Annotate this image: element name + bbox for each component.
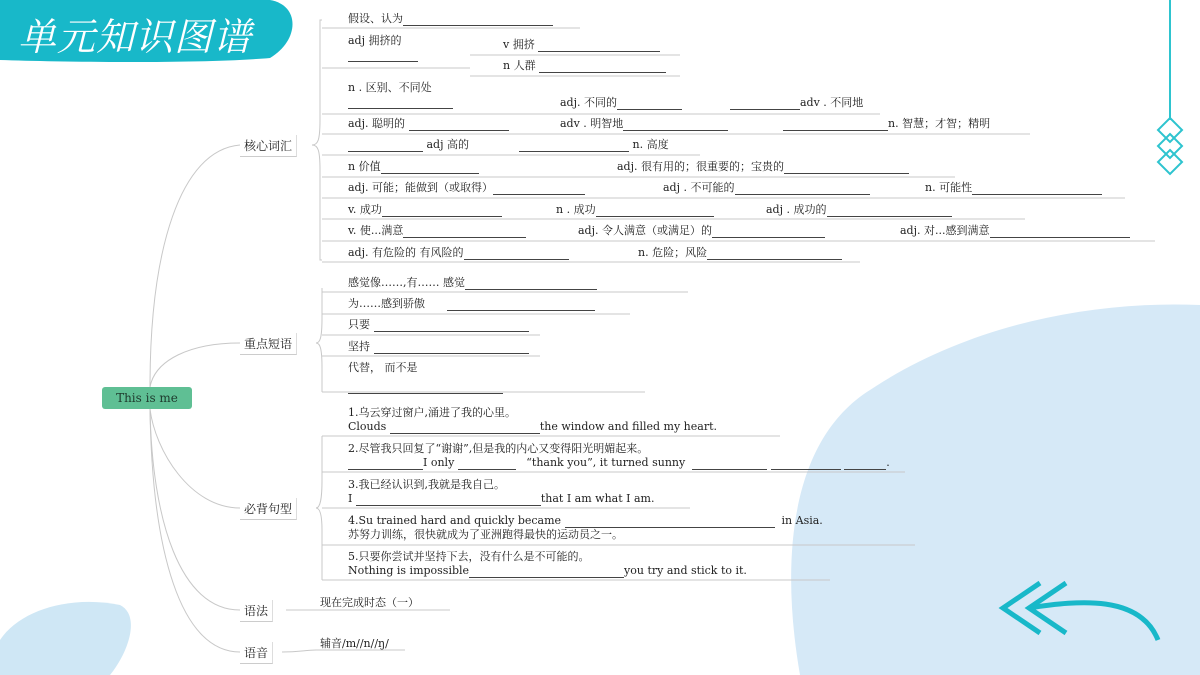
vocab-label: n. 智慧；才智；精明: [888, 117, 991, 130]
vocab-item: [766, 203, 952, 217]
branch-key-sentences[interactable]: 必背句型: [240, 498, 297, 520]
vocab-item: [617, 160, 909, 174]
vocab-item: [663, 181, 870, 195]
phrase-label: 感觉像……,有…… 感觉: [348, 276, 465, 289]
vocab-item: [348, 34, 418, 62]
phrase-label: 坚持: [348, 340, 370, 353]
sentence-english: Clouds: [348, 420, 387, 433]
vocab-label: adj. 对...感到满意: [900, 224, 990, 237]
vocab-label: adv . 明智地: [560, 117, 624, 130]
vocab-item: [348, 117, 509, 131]
vocab-label: 假设、认为: [348, 12, 403, 25]
vocab-item: [503, 59, 666, 73]
vocab-item: [925, 181, 1102, 195]
root-node[interactable]: This is me: [102, 387, 192, 409]
page-title: 单元知识图谱: [18, 15, 253, 59]
phrase-item: [348, 276, 597, 290]
phrase-label: 为……感到骄傲: [348, 297, 425, 310]
vocab-item: [519, 138, 669, 152]
sentence-chinese: 苏努力训练，很快就成为了亚洲跑得最快的运动员之一。: [348, 528, 623, 541]
sentence-english: “thank you”, it turned sunny: [526, 456, 686, 469]
sentence-english: you try and stick to it.: [624, 564, 747, 577]
vocab-label: adj 高的: [426, 138, 470, 151]
vocab-label: adj. 不同的: [560, 96, 618, 109]
vocab-label: n. 危险；风险: [638, 246, 708, 259]
phrase-label: 代替， 而不是: [348, 361, 418, 374]
sentence-item: [348, 550, 747, 578]
branch-core-vocabulary[interactable]: 核心词汇: [240, 135, 297, 157]
vocab-item: [348, 160, 479, 174]
vocab-item: [503, 38, 660, 52]
vocab-item: [578, 224, 825, 238]
vocab-item: [348, 203, 502, 217]
sentence-english: I: [348, 492, 353, 505]
phonetics-item: 辅音/m//n//ŋ/: [320, 637, 389, 650]
sentence-chinese: 1.乌云穿过窗户,涌进了我的心里。: [348, 406, 516, 419]
vocab-label: v. 成功: [348, 203, 382, 216]
phrase-item: [348, 340, 529, 354]
phrase-label: 只要: [348, 318, 370, 331]
vocab-item: [560, 117, 728, 131]
vocab-item: [348, 224, 526, 238]
vocab-item: [348, 138, 469, 152]
vocab-label: adj 拥挤的: [348, 34, 402, 47]
vocab-label: n. 可能性: [925, 181, 973, 194]
vocab-label: adj. 可能；能做到（或取得）: [348, 181, 494, 194]
vocab-item: [730, 96, 863, 110]
vocab-item: [638, 246, 842, 260]
phrase-item: [348, 318, 529, 332]
sentence-item: [348, 406, 717, 434]
vocab-label: adj. 很有用的；很重要的；宝贵的: [617, 160, 785, 173]
vocab-item: [900, 224, 1130, 238]
vocab-item: [348, 181, 585, 195]
phrase-item: [348, 361, 503, 394]
grammar-item: 现在完成时态（一）: [320, 596, 419, 609]
vocab-label: adv . 不同地: [800, 96, 864, 109]
vocab-label: adj. 有危险的 有风险的: [348, 246, 464, 259]
vocab-label: adj . 不可能的: [663, 181, 735, 194]
vocab-item: [348, 81, 453, 109]
branch-key-phrases[interactable]: 重点短语: [240, 333, 297, 355]
vocab-item: [348, 12, 553, 26]
sentence-item: [348, 478, 654, 506]
vocab-label: v 拥挤: [503, 38, 535, 51]
branch-grammar[interactable]: 语法: [240, 600, 273, 622]
sentence-chinese: 3.我已经认识到,我就是我自己。: [348, 478, 505, 491]
phrase-item: [348, 297, 595, 311]
vocab-label: v. 使...满意: [348, 224, 404, 237]
vocab-label: adj. 令人满意（或满足）的: [578, 224, 713, 237]
vocab-label: adj . 成功的: [766, 203, 827, 216]
vocab-label: n 价值: [348, 160, 381, 173]
sentence-chinese: 2.尽管我只回复了“谢谢”,但是我的内心又变得阳光明媚起来。: [348, 442, 649, 455]
vocab-label: n . 成功: [556, 203, 596, 216]
vocab-label: n. 高度: [632, 138, 669, 151]
sentence-english: that I am what I am.: [540, 492, 655, 505]
sentence-chinese: 5.只要你尝试并坚持下去，没有什么是不可能的。: [348, 550, 590, 563]
sentence-english: I only: [423, 456, 455, 469]
sentence-english: 4.Su trained hard and quickly became: [348, 514, 562, 527]
vocab-label: n . 区别、不同处: [348, 81, 432, 94]
sentence-english: Nothing is impossible: [348, 564, 470, 577]
vocab-item: [783, 117, 990, 131]
vocab-item: [556, 203, 714, 217]
sentence-english: in Asia.: [781, 514, 823, 527]
vocab-item: [560, 96, 682, 110]
sentence-item: [348, 514, 823, 542]
vocab-item: [348, 246, 569, 260]
sentence-item: 2.尽管我只回复了“谢谢”,但是我的内心又变得阳光明媚起来。 I only “thank you”, it turned sunny .: [348, 442, 890, 469]
vocab-label: adj. 聪明的: [348, 117, 406, 130]
branch-phonetics[interactable]: 语音: [240, 642, 273, 664]
vocab-label: n 人群: [503, 59, 536, 72]
sentence-english: the window and filled my heart.: [539, 420, 718, 433]
